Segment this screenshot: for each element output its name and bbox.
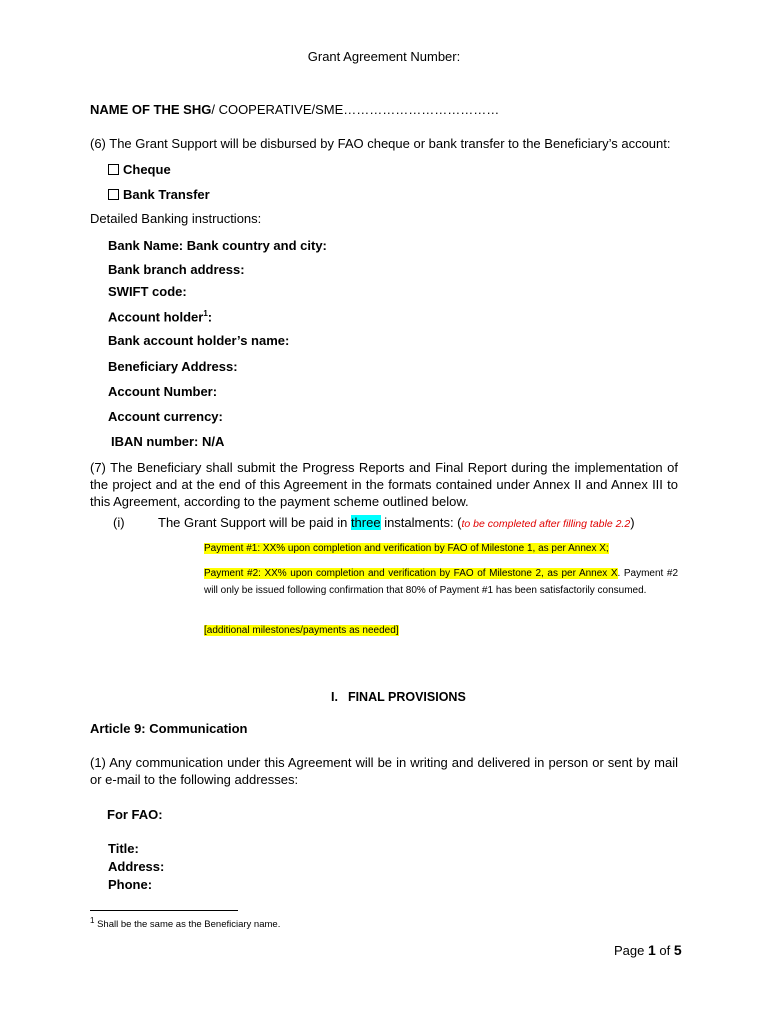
holder-name-field: Bank account holder’s name: — [108, 333, 290, 348]
of-label: of — [655, 943, 674, 958]
page-number: 1 — [647, 942, 656, 958]
address-label: Address: — [108, 859, 165, 874]
article-heading: Article 9: Communication — [90, 721, 248, 736]
footnote-text: Shall be the same as the Beneficiary name. — [97, 919, 281, 931]
footnote — [90, 916, 280, 930]
account-number-field: Account Number: — [108, 384, 218, 399]
payment-1-text: Payment #1: XX% upon completion and verification by FAO of Milestone 1, as per Annex X; — [204, 543, 609, 554]
section-heading — [331, 690, 466, 704]
bank-transfer-option[interactable] — [108, 187, 210, 202]
section-number: I. — [331, 690, 338, 704]
agreement-number-heading: Grant Agreement Number: — [307, 49, 461, 64]
footnote-number: 1 — [90, 916, 95, 925]
cheque-label: Cheque — [123, 162, 171, 177]
name-of-shg-line — [90, 102, 499, 117]
account-holder-colon: : — [207, 309, 213, 325]
page-label: Page — [614, 943, 648, 958]
footnote-divider — [90, 910, 238, 911]
beneficiary-address-field: Beneficiary Address: — [108, 359, 238, 374]
page-total: 5 — [673, 942, 682, 958]
payment-1 — [204, 543, 609, 554]
payment-2 — [204, 566, 678, 599]
checkbox-icon[interactable] — [108, 164, 119, 175]
checkbox-icon[interactable] — [108, 189, 119, 200]
payment-3-text: [additional milestones/payments as needed] — [204, 625, 399, 636]
item-i-note: to be completed after filling table 2.2 — [461, 518, 631, 530]
item-i-pre: The Grant Support will be paid in — [158, 515, 351, 530]
iban-field: IBAN number: N/A — [111, 434, 225, 449]
name-rest: / COOPERATIVE/SME……………………………… — [211, 102, 500, 117]
item-i-number: (i) — [113, 515, 125, 530]
footnote-ref: 1 — [203, 309, 208, 318]
section-title: FINAL PROVISIONS — [347, 690, 466, 704]
bank-branch-field: Bank branch address: — [108, 262, 245, 277]
account-holder-field — [108, 309, 212, 324]
title-label: Title: — [108, 841, 139, 856]
communication-para: (1) Any communication under this Agreement will be in writing and delivered in person or sent by mail or e-mail to the following addresses: — [90, 755, 678, 787]
para-6-text: (6) The Grant Support will be disbursed by FAO cheque or bank transfer to the Beneficiary’s account: — [90, 136, 671, 151]
banking-heading: Detailed Banking instructions: — [90, 211, 262, 226]
payment-3 — [204, 625, 399, 636]
item-i-close: ) — [630, 515, 635, 530]
item-i-highlight: three — [350, 515, 381, 530]
account-currency-field: Account currency: — [108, 409, 223, 424]
bank-name-field: Bank Name: Bank country and city: — [108, 238, 327, 253]
name-label: NAME OF THE SHG — [90, 102, 212, 117]
page-indicator — [614, 942, 682, 958]
account-holder-label: Account holder — [108, 309, 204, 325]
swift-field: SWIFT code: — [108, 284, 187, 299]
para-7-text: (7) The Beneficiary shall submit the Progress Reports and Final Report during the implementation of the project and at the end of this Agreement in the formats contained under Annex II and Annex III to this Agreement, according to the payment scheme outlined below. — [90, 460, 678, 509]
payment-2-highlight: Payment #2: XX% upon completion and verification by FAO of Milestone 2, as per Annex X — [204, 568, 618, 579]
payment-2-rest: . Payment #2 will only be issued following confirmation that 80% of Payment #1 has been satisfactorily consumed. — [204, 568, 679, 596]
phone-label: Phone: — [108, 877, 153, 892]
cheque-option[interactable] — [108, 162, 171, 177]
item-i-post: instalments: ( — [380, 515, 462, 530]
bank-transfer-label: Bank Transfer — [123, 187, 210, 202]
for-fao-label: For FAO: — [107, 807, 163, 822]
item-i-text — [158, 515, 635, 530]
